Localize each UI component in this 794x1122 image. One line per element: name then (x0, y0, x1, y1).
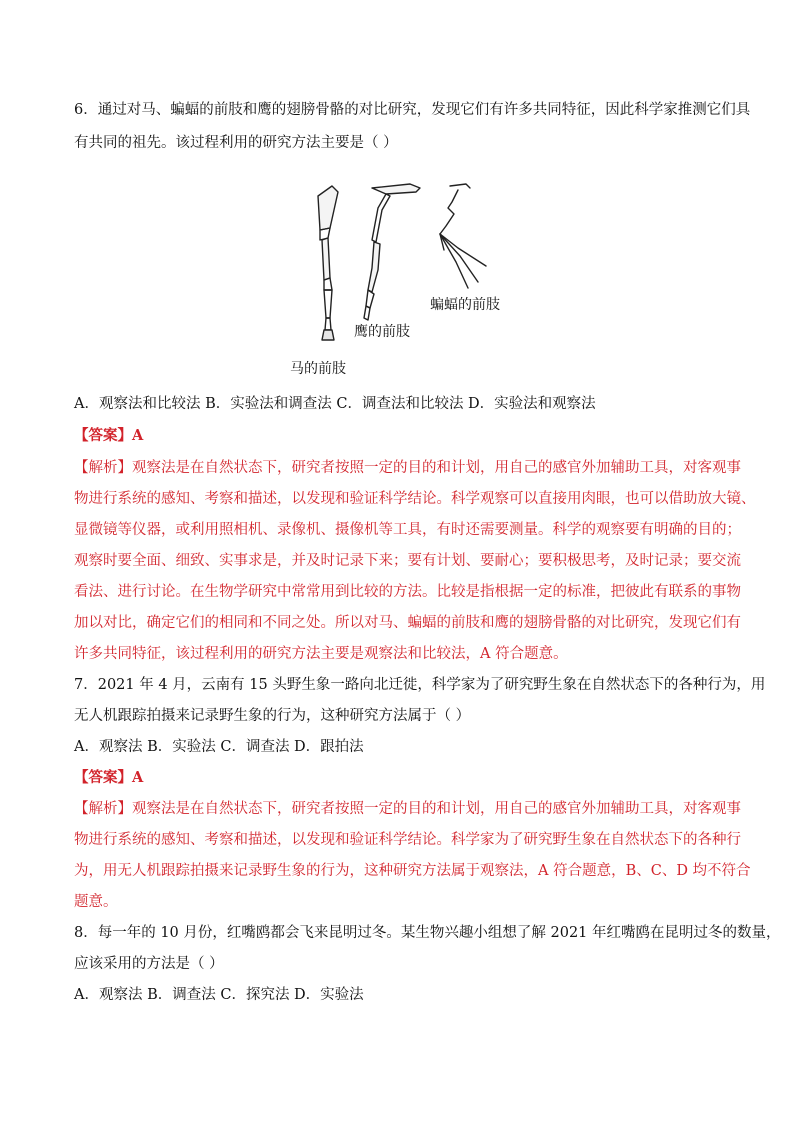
q8-options: A．观察法 B．调查法 C．探究法 D．实验法 (74, 987, 364, 1003)
q6-analysis-line-4: 观察时要全面、细致、实事求是，并及时记录下来；要有计划、要耐心；要积极思考，及时记录；要交流 (74, 553, 741, 569)
horse-forelimb-drawing (318, 186, 338, 340)
q6-answer: 【答案】A (74, 427, 144, 444)
q6-analysis-line-2: 物进行系统的感知、考察和描述，以发现和验证科学结论。科学观察可以直接用肉眼，也可以借助放大镜、 (74, 491, 756, 507)
q6-stem-line-1: 6．通过对马、蝙蝠的前肢和鹰的翅膀骨骼的对比研究，发现它们有许多共同特征，因此科学家推测它们具 (74, 102, 751, 118)
q7-analysis-line-1: 【解析】观察法是在自然状态下，研究者按照一定的目的和计划，用自己的感官外加辅助工具，对客观事 (74, 801, 741, 817)
q7-options: A．观察法 B．实验法 C．调查法 D．跟拍法 (74, 739, 364, 755)
q6-analysis-line-6: 加以对比，确定它们的相同和不同之处。所以对马、蝙蝠的前肢和鹰的翅膀骨骼的对比研究，发现它们有 (74, 615, 741, 631)
forelimb-skeleton-drawing (290, 178, 510, 378)
eagle-forelimb-drawing (364, 184, 420, 320)
q6-options: A．观察法和比较法 B．实验法和调查法 C．调查法和比较法 D．实验法和观察法 (74, 396, 596, 412)
eagle-forelimb-label: 鹰的前肢 (354, 324, 410, 340)
q6-stem-line-2: 有共同的祖先。该过程利用的研究方法主要是（ ） (74, 135, 398, 151)
q7-answer: 【答案】A (74, 769, 144, 786)
q6-analysis-line-1: 【解析】观察法是在自然状态下，研究者按照一定的目的和计划，用自己的感官外加辅助工具，对客观事 (74, 460, 741, 476)
q6-analysis-line-7: 许多共同特征，该过程利用的研究方法主要是观察法和比较法，A 符合题意。 (74, 646, 568, 662)
q6-analysis-line-5: 看法、进行讨论。在生物学研究中常常用到比较的方法。比较是指根据一定的标准，把彼此有联系的事物 (74, 584, 741, 600)
q7-stem-line-1: 7．2021 年 4 月，云南有 15 头野生象一路向北迁徙，科学家为了研究野生象在自然状态下的各种行为，用 (74, 677, 766, 693)
horse-forelimb-label: 马的前肢 (290, 361, 346, 377)
forelimb-skeleton-figure (290, 178, 510, 378)
q6-analysis-line-3: 显微镜等仪器，或利用照相机、录像机、摄像机等工具，有时还需要测量。科学的观察要有明确的目的； (74, 522, 741, 538)
q7-stem-line-2: 无人机跟踪拍摄来记录野生象的行为，这种研究方法属于（ ） (74, 708, 471, 724)
q8-stem-line-1: 8．每一年的 10 月份，红嘴鸥都会飞来昆明过冬。某生物兴趣小组想了解 2021 年红嘴鸥在昆明过冬的数量， (74, 925, 781, 941)
q7-analysis-line-3: 为，用无人机跟踪拍摄来记录野生象的行为，这种研究方法属于观察法，A 符合题意，B、C、D 均不符合 (74, 863, 751, 879)
bat-forelimb-drawing (440, 184, 486, 288)
bat-forelimb-label: 蝙蝠的前肢 (430, 297, 500, 313)
q7-analysis-line-4: 题意。 (74, 894, 118, 910)
q8-stem-line-2: 应该采用的方法是（ ） (74, 956, 224, 972)
q7-analysis-line-2: 物进行系统的感知、考察和描述，以发现和验证科学结论。科学家为了研究野生象在自然状态下的各种行 (74, 832, 741, 848)
